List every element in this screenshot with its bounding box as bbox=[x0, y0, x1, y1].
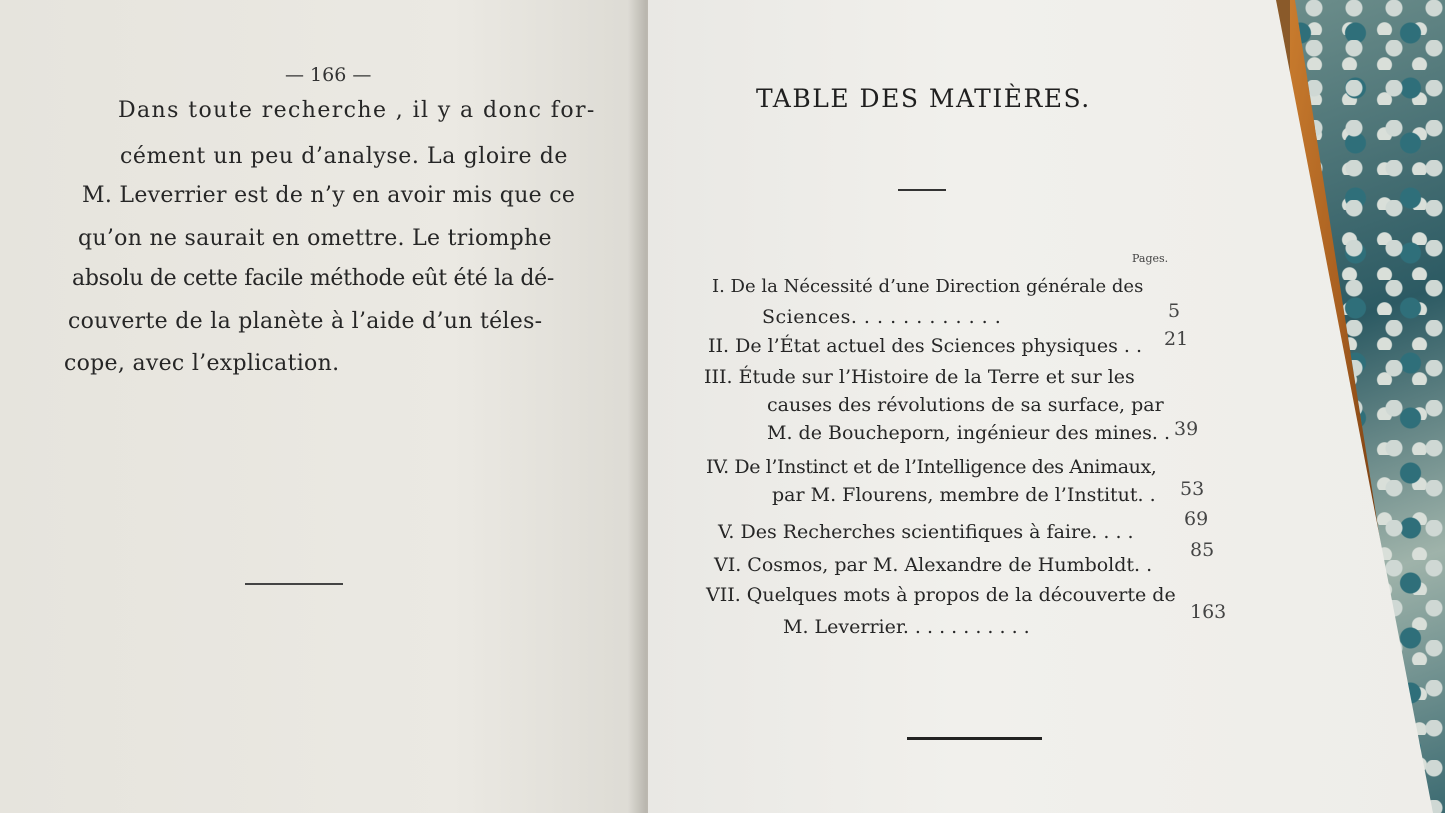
toc-entry-line: III. Étude sur l’Histoire de la Terre et sur les bbox=[704, 366, 1135, 388]
body-text-line: cément un peu d’analyse. La gloire de bbox=[120, 144, 569, 169]
toc-entry-line: II. De l’État actuel des Sciences physiques . . bbox=[708, 335, 1143, 357]
end-rule bbox=[245, 583, 343, 585]
toc-page-number: 85 bbox=[1190, 539, 1215, 561]
toc-entry-line: causes des révolutions de sa surface, par bbox=[767, 394, 1164, 416]
toc-entry-line: par M. Flourens, membre de l’Institut. . bbox=[772, 484, 1156, 506]
toc-page-number: 5 bbox=[1168, 300, 1181, 322]
page-number: — 166 — bbox=[285, 64, 372, 86]
toc-entry-line: VII. Quelques mots à propos de la découverte de bbox=[706, 584, 1176, 606]
toc-entry-line: V. Des Recherches scientifiques à faire. . . . bbox=[718, 521, 1134, 543]
toc-entry-line: VI. Cosmos, par M. Alexandre de Humboldt. . bbox=[714, 554, 1153, 576]
body-text-line: Dans toute recherche , il y a donc for- bbox=[118, 98, 596, 123]
body-text-line: qu’on ne saurait en omettre. Le triomphe bbox=[78, 226, 552, 251]
bottom-rule bbox=[907, 737, 1042, 740]
title-rule bbox=[898, 189, 946, 191]
toc-entry-line: Sciences. . . . . . . . . . . . bbox=[762, 306, 1002, 328]
left-page bbox=[0, 0, 648, 813]
body-text-line: M. Leverrier est de n’y en avoir mis que ce bbox=[82, 183, 576, 208]
pages-label: Pages. bbox=[1132, 252, 1169, 265]
toc-page-number: 21 bbox=[1164, 328, 1189, 350]
toc-entry-line: I. De la Nécessité d’une Direction générale des bbox=[712, 276, 1144, 297]
toc-title: TABLE DES MATIÈRES. bbox=[756, 84, 1091, 113]
toc-page-number: 69 bbox=[1184, 508, 1209, 530]
body-text-line: couverte de la planète à l’aide d’un téles- bbox=[68, 309, 543, 334]
toc-entry-line: M. de Boucheporn, ingénieur des mines. . bbox=[767, 422, 1171, 444]
toc-entry-line: IV. De l’Instinct et de l’Intelligence des Animaux, bbox=[706, 456, 1157, 478]
toc-entry-line: M. Leverrier. . . . . . . . . . . bbox=[783, 616, 1030, 638]
toc-page-number: 163 bbox=[1190, 601, 1227, 623]
toc-page-number: 39 bbox=[1174, 418, 1199, 440]
body-text-line: cope, avec l’explication. bbox=[64, 351, 340, 376]
toc-page-number: 53 bbox=[1180, 478, 1205, 500]
body-text-line: absolu de cette facile méthode eût été la dé- bbox=[72, 266, 555, 291]
